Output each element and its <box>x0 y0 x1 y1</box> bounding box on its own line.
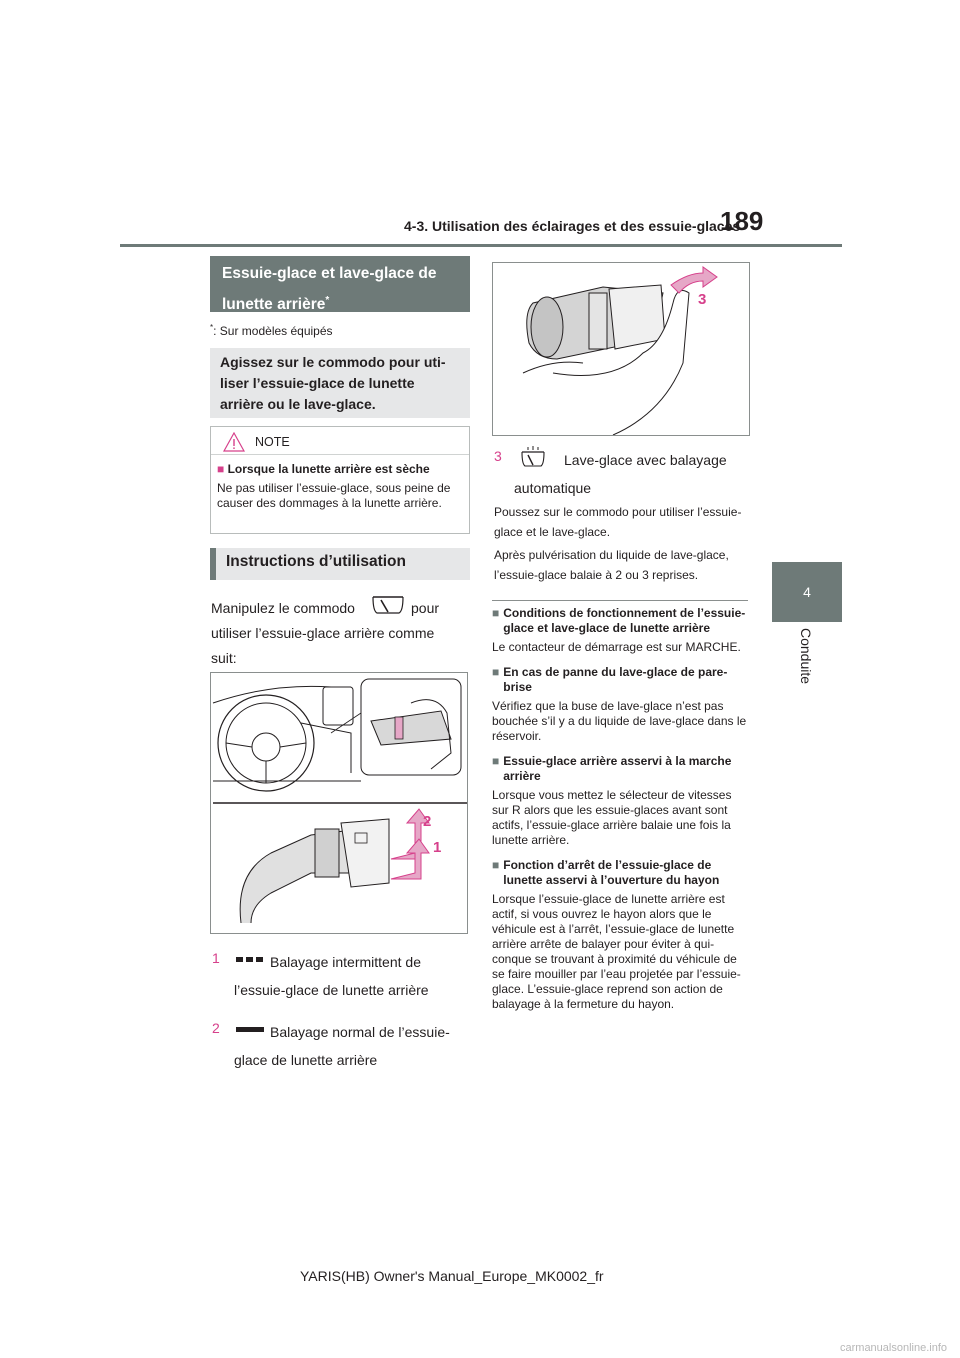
item-line1: Balayage normal de l’essuie- <box>270 1024 450 1040</box>
item-number: 2 <box>212 1020 220 1036</box>
item-number: 3 <box>494 448 502 464</box>
item-line2: automatique <box>514 480 592 496</box>
warning-triangle-icon <box>223 432 245 452</box>
note-heading-text: Lorsque la lunette arrière est sèche <box>227 462 430 476</box>
figure-wiper-lever-overview <box>210 672 468 934</box>
list-item <box>212 1020 482 1073</box>
info-heading <box>492 606 750 636</box>
intermittent-wipe-icon <box>236 956 264 964</box>
note-heading <box>217 462 430 476</box>
list-item <box>494 448 764 501</box>
info-section <box>492 665 750 744</box>
item-line1: Balayage intermittent de <box>270 954 421 970</box>
washer-wipe-icon <box>520 446 546 468</box>
info-text: Le contacteur de démarrage est sur MARCHE. <box>492 640 741 654</box>
instructions-heading: Instructions d’utilisation <box>210 548 470 580</box>
item3-description-1: Poussez sur le commodo pour utiliser l’essuie-glace et le lave-glace. <box>494 505 742 539</box>
heading-footnote-marker: * <box>325 295 330 306</box>
page-number: 189 <box>720 206 764 236</box>
chapter-tab-label: Conduite <box>798 628 814 685</box>
info-heading-text: En cas de panne du lave-glace de pare-brise <box>503 665 728 694</box>
square-bullet-icon: ■ <box>492 858 500 872</box>
note-text: Ne pas utiliser l’essuie-glace, sous peine de causer des dommages à la lunette arrière. <box>217 481 451 510</box>
item-line1: Lave-glace avec balayage <box>564 452 727 468</box>
callout-2: 2 <box>423 813 432 830</box>
info-section <box>492 754 750 848</box>
washer-lever-illustration <box>493 263 749 435</box>
section-title: 4-3. Utilisation des éclairages et des essuie-glaces <box>404 218 741 234</box>
figure-washer-lever <box>492 262 750 436</box>
section-heading-text: Essuie-glace et lave-glace de lunette arrière <box>222 265 437 314</box>
callout-3: 3 <box>698 291 707 308</box>
watermark: carmanualsonline.info <box>840 1342 948 1354</box>
info-section <box>492 858 750 1012</box>
item-line2: glace de lunette arrière <box>234 1052 378 1068</box>
info-section <box>492 606 750 655</box>
footnote-marker: * <box>210 323 214 332</box>
instructions-paragraph <box>211 596 481 671</box>
info-rule <box>492 600 748 601</box>
note-divider <box>211 454 469 455</box>
callout-1: 1 <box>433 839 442 856</box>
normal-wipe-icon <box>236 1026 264 1034</box>
item-line2: l’essuie-glace de lunette arrière <box>234 982 429 998</box>
info-heading-text: Conditions de fonctionnement de l’essuie-glace et lave-glace de lunette arrière <box>503 606 746 635</box>
info-text: Lorsque l’essuie-glace de lunette arrière est actif, si vous ouvrez le hayon alors que le véhicule est à l’arrêt, l’essuie-glace de lunette arrière arrête de balayer pour éviter à qui- conque se trouvant à proximité du véhicule de se faire mouiller par l’eau projetée par l’essuie-glace. L’essuie-glace reprend son action de balayage à la fermeture du hayon. <box>492 892 741 1011</box>
info-heading <box>492 858 750 888</box>
list-item <box>212 950 482 1003</box>
square-bullet-icon: ■ <box>492 665 500 679</box>
info-text: Lorsque vous mettez le sélecteur de vitesses sur R alors que les essuie-glaces avant sont actifs, l’essuie-glace arrière balaie une fois la lunette arrière. <box>492 788 732 847</box>
footer-text: YARIS(HB) Owner's Manual_Europe_MK0002_fr <box>300 1268 604 1284</box>
instructions-line1-a: Manipulez le commodo <box>211 600 355 616</box>
info-heading-text: Fonction d’arrêt de l’essuie-glace de lunette asservi à l’ouverture du hayon <box>503 858 720 887</box>
footnote-text: : Sur modèles équipés <box>213 324 333 338</box>
info-heading-text: Essuie-glace arrière asservi à la marche arrière <box>503 754 732 783</box>
square-bullet-icon: ■ <box>492 606 500 620</box>
intro-box: Agissez sur le commodo pour uti- liser l’essuie-glace de lunette arrière ou le lave-glace. <box>210 348 470 418</box>
lever-illustration <box>211 673 467 933</box>
square-bullet-icon: ■ <box>217 462 225 476</box>
item3-description-2: Après pulvérisation du liquide de lave-glace, l’essuie-glace balaie à 2 ou 3 reprises. <box>494 548 729 582</box>
info-heading <box>492 754 750 784</box>
info-sections <box>492 606 750 1012</box>
instructions-line1-b: pour <box>411 600 440 616</box>
info-heading <box>492 665 750 695</box>
chapter-tab-number: 4 <box>772 562 842 622</box>
rear-wiper-icon <box>371 593 405 615</box>
note-box <box>210 426 470 534</box>
header-rule <box>120 244 842 247</box>
item-number: 1 <box>212 950 220 966</box>
note-label: NOTE <box>255 435 290 449</box>
square-bullet-icon: ■ <box>492 754 500 768</box>
footnote <box>210 323 333 338</box>
instructions-line2: utiliser l’essuie-glace arrière comme suit: <box>211 625 435 666</box>
section-heading <box>210 256 470 312</box>
info-text: Vérifiez que la buse de lave-glace n’est pas bouchée s’il y a du liquide de lave-glace dans le réservoir. <box>492 699 747 743</box>
